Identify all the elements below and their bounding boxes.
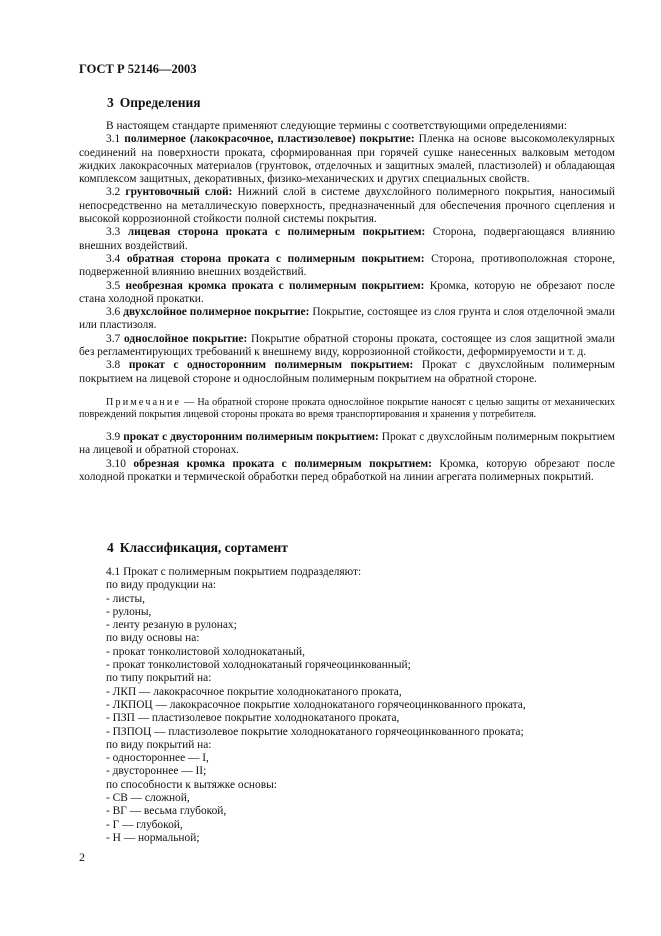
note-dash: — <box>181 396 198 408</box>
definition-3-8 <box>79 359 615 386</box>
definition-text: Прокат с двухслойным полимерным покрытием на лицевой стороне и однослойным полимерным покрытием на обратной стороне. <box>79 359 615 385</box>
section-3-heading <box>107 95 201 111</box>
definition-text: Пленка на основе высокомолекулярных соединений на поверхности проката, сформированная при горячей сушке нанесенных валковым методом жидких лакокрасочных материалов (грунтовок, отделочных и защитных эмалей, пластизолей) и обладающая комплексом защитных, декоративных, физико-механических и других специальных свойств. <box>79 133 615 186</box>
definition-text: Покрытие, состоящее из слоя грунта и слоя отделочной эмали или пластизоля. <box>79 306 615 332</box>
definition-3-5 <box>79 280 615 307</box>
list-item: - прокат тонколистовой холоднокатаный горячеоцинкованный; <box>106 659 411 672</box>
definition-term: двухслойное полимерное покрытие: <box>123 306 310 319</box>
section-4-intro: 4.1 Прокат с полимерным покрытием подразделяют: <box>106 566 362 578</box>
group-heading: по способности к вытяжке основы: <box>106 778 277 791</box>
definition-text: Покрытие обратной стороны проката, состоящее из слоя защитной эмали без регламентирующих требований к внешнему виду, коррозионной стойкости, деформируемости и т. д. <box>79 332 615 359</box>
list-item: - рулоны, <box>106 605 152 618</box>
list-item: - двустороннее — II; <box>106 765 207 778</box>
definition-term: необрезная кромка проката с полимерным покрытием: <box>125 279 425 292</box>
definition-number: 3.6 <box>106 306 121 319</box>
definition-3-10 <box>79 458 615 485</box>
list-item: - листы, <box>106 592 145 605</box>
list-item: - ленту резаную в рулонах; <box>106 619 237 632</box>
definition-3-3 <box>79 226 615 253</box>
definition-3-4 <box>79 253 615 280</box>
definition-number: 3.5 <box>106 279 121 292</box>
definition-text: Сторона, подвергающаяся влиянию внешних воздействий. <box>79 226 615 252</box>
list-item: - ПЗПОЦ — пластизолевое покрытие холоднокатаного горячеоцинкованного проката; <box>106 725 524 738</box>
definition-term: лицевая сторона проката с полимерным покрытием: <box>127 226 426 239</box>
section-4-heading <box>107 540 288 556</box>
group-heading: по виду покрытий на: <box>106 738 212 751</box>
definition-text: Нижний слой в системе двухслойного полимерного покрытия, наносимый непосредственно на металлическую поверхность, предназначенный для обеспечения прочного сцепления и высокой коррозионной стойкости полной системы покрытия. <box>79 186 615 226</box>
definition-term: прокат с двусторонним полимерным покрытием: <box>123 430 379 443</box>
definition-term: обрезная кромка проката с полимерным покрытием: <box>133 457 432 470</box>
section-3-body <box>79 120 615 484</box>
definition-number: 3.1 <box>106 133 121 146</box>
definition-text: Сторона, противоположная стороне, подверженной влиянию внешних воздействий. <box>79 252 615 279</box>
document-header: ГОСТ Р 52146—2003 <box>79 62 197 76</box>
definition-term: полимерное (лакокрасочное, пластизолевое) покрытие: <box>124 133 415 146</box>
list-item: - ЛКПОЦ — лакокрасочное покрытие холоднокатаного горячеоцинкованного проката, <box>106 698 526 711</box>
list-item: - СВ — сложной, <box>106 792 190 805</box>
section-3-title: Определения <box>119 95 201 110</box>
section-4-number: 4 <box>107 540 114 555</box>
list-item: - ПЗП — пластизолевое покрытие холоднокатаного проката, <box>106 712 400 725</box>
section-4-title: Классификация, сортамент <box>119 540 288 555</box>
group-heading: по типу покрытий на: <box>106 672 212 685</box>
definition-number: 3.9 <box>106 430 121 443</box>
list-item: - Н — нормальной; <box>106 831 200 844</box>
definition-text: Кромка, которую обрезают после холодной прокатки и термической обработки перед обработкой на линии агрегата полимерных покрытий. <box>79 457 615 483</box>
definition-term: грунтовочный слой: <box>125 186 233 199</box>
list-item: - ЛКП — лакокрасочное покрытие холоднокатаного проката, <box>106 685 402 698</box>
list-item: - прокат тонколистовой холоднокатаный, <box>106 645 305 658</box>
definition-term: обратная сторона проката с полимерным покрытием: <box>126 252 425 265</box>
section-4-body <box>79 566 615 845</box>
definition-number: 3.10 <box>106 457 126 470</box>
list-item: - ВГ — весьма глубокой, <box>106 805 227 818</box>
list-item: - Г — глубокой, <box>106 818 183 831</box>
definition-number: 3.4 <box>106 252 121 265</box>
definition-number: 3.7 <box>106 332 121 345</box>
definition-text: Прокат с двухслойным полимерным покрытием на лицевой и обратной сторонах. <box>79 430 615 457</box>
group-heading: по виду продукции на: <box>106 579 217 592</box>
definition-number: 3.3 <box>106 226 121 239</box>
section-3-note <box>79 397 615 421</box>
list-item: - одностороннее — I, <box>106 752 209 765</box>
definition-number: 3.8 <box>106 359 121 372</box>
definition-number: 3.2 <box>106 186 121 199</box>
definition-3-6 <box>79 306 615 333</box>
section-3-intro: В настоящем стандарте применяют следующие термины с соответствующими определениями: <box>106 120 568 132</box>
definition-term: прокат с односторонним полимерным покрытием: <box>128 359 414 372</box>
definition-text: Кромка, которую не обрезают после стана холодной прокатки. <box>79 279 615 305</box>
definition-3-9 <box>79 431 615 458</box>
section-3-number: 3 <box>107 95 114 110</box>
page-number: 2 <box>79 850 85 864</box>
note-label: Примечание <box>106 396 182 408</box>
note-text: На обратной стороне проката однослойное покрытие наносят с целью защиты от механических повреждений покрытия лицевой стороны проката во время транспортирования и хранения у потребителя. <box>79 396 615 420</box>
definition-3-7 <box>79 333 615 360</box>
definition-term: однослойное покрытие: <box>124 332 248 345</box>
definition-3-2 <box>79 186 615 226</box>
group-heading: по виду основы на: <box>106 632 200 645</box>
definition-3-1 <box>79 133 615 186</box>
